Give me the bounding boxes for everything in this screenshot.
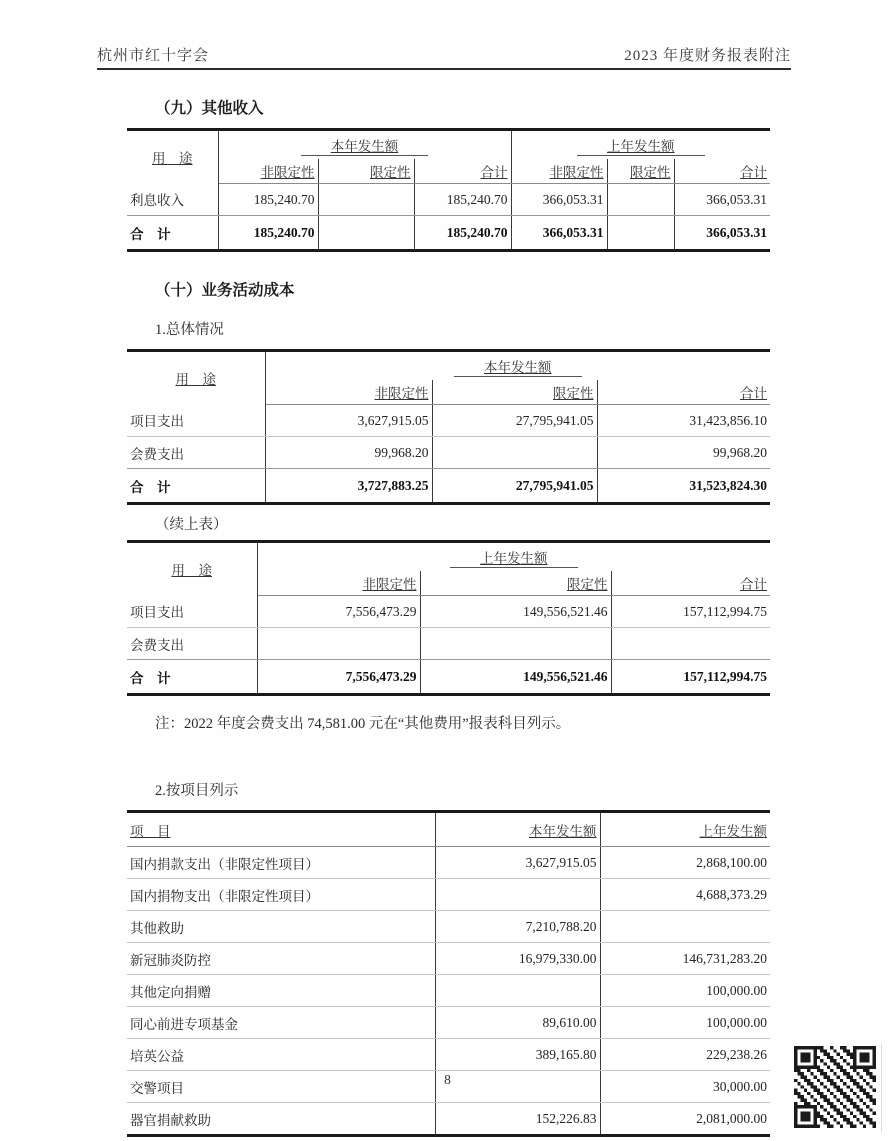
col-header-total: 合计 bbox=[674, 159, 770, 184]
row-label: 器官捐献救助 bbox=[130, 1112, 211, 1128]
cell-value: 185,240.70 bbox=[218, 216, 318, 251]
cell-value: 99,968.20 bbox=[597, 437, 770, 469]
cell-value: 389,165.80 bbox=[435, 1039, 600, 1071]
row-label: 合 计 bbox=[127, 660, 257, 695]
row-label: 国内捐款支出（非限定性项目） bbox=[127, 847, 435, 879]
table-row bbox=[127, 405, 770, 437]
total-row bbox=[127, 216, 770, 251]
cell-value: 30,000.00 bbox=[600, 1071, 770, 1103]
col-header-current-year: 本年发生额 bbox=[435, 812, 600, 847]
subsection-1-label: 1.总体情况 bbox=[155, 322, 224, 338]
section-9-heading: （九）其他收入 bbox=[155, 100, 264, 117]
footnote: 注：2022 年度会费支出 74,581.00 元在“其他费用”报表科目列示。 bbox=[155, 716, 571, 732]
col-header-use: 用 途 bbox=[127, 351, 265, 405]
running-header bbox=[97, 44, 791, 65]
cell-value bbox=[607, 216, 674, 251]
table-row bbox=[127, 943, 770, 975]
cell-value: 3,627,915.05 bbox=[435, 847, 600, 879]
qr-code bbox=[792, 1046, 878, 1128]
cell-value: 27,795,941.05 bbox=[432, 469, 597, 504]
page-number: 8 bbox=[444, 1072, 451, 1087]
other-income-table bbox=[127, 128, 770, 252]
activity-cost-current-table bbox=[127, 349, 770, 505]
table-row bbox=[127, 184, 770, 216]
row-label: 项目支出 bbox=[127, 596, 257, 628]
cell-value: 27,795,941.05 bbox=[432, 405, 597, 437]
doc-title: 2023 年度财务报表附注 bbox=[624, 48, 791, 64]
table-row bbox=[127, 1007, 770, 1039]
cell-value bbox=[435, 879, 600, 911]
cell-value: 3,627,915.05 bbox=[265, 405, 432, 437]
cell-value: 152,226.83 bbox=[435, 1103, 600, 1136]
total-row bbox=[127, 660, 770, 695]
cell-value: 100,000.00 bbox=[600, 975, 770, 1007]
cell-value bbox=[318, 216, 414, 251]
table-row bbox=[127, 975, 770, 1007]
col-header-restricted: 限定性 bbox=[420, 571, 611, 596]
table-row bbox=[127, 911, 770, 943]
cell-value bbox=[611, 628, 770, 660]
cell-value: 157,112,994.75 bbox=[683, 668, 768, 684]
col-header-prior-year: 上年发生额 bbox=[600, 812, 770, 847]
col-header-nonrestricted: 非限定性 bbox=[218, 159, 318, 184]
total-row bbox=[127, 469, 770, 504]
row-label: 国内捐物支出（非限定性项目） bbox=[127, 879, 435, 911]
cell-value: 2,868,100.00 bbox=[600, 847, 770, 879]
col-header-total: 合计 bbox=[414, 159, 511, 184]
table-row bbox=[127, 1103, 770, 1136]
row-label: 会费支出 bbox=[127, 437, 265, 469]
row-label: 其他定向捐赠 bbox=[127, 975, 435, 1007]
col-header-item: 项 目 bbox=[127, 812, 435, 847]
cell-value: 2,081,000.00 bbox=[696, 1110, 767, 1126]
col-header-total: 合计 bbox=[597, 380, 770, 405]
cell-value: 366,053.31 bbox=[511, 184, 607, 216]
cell-value bbox=[600, 911, 770, 943]
row-label: 合 计 bbox=[127, 216, 218, 251]
col-header-nonrestricted: 非限定性 bbox=[257, 571, 420, 596]
table-row bbox=[127, 437, 770, 469]
cell-value: 185,240.70 bbox=[218, 184, 318, 216]
table-row bbox=[127, 847, 770, 879]
col-header-restricted: 限定性 bbox=[432, 380, 597, 405]
subsection-2-label: 2.按项目列示 bbox=[155, 783, 239, 799]
page-content bbox=[127, 90, 770, 1137]
row-label: 会费支出 bbox=[127, 628, 257, 660]
cell-value bbox=[607, 184, 674, 216]
col-header-nonrestricted: 非限定性 bbox=[265, 380, 432, 405]
row-label: 培英公益 bbox=[127, 1039, 435, 1071]
cell-value: 7,210,788.20 bbox=[435, 911, 600, 943]
row-label: 其他救助 bbox=[127, 911, 435, 943]
cell-value bbox=[318, 184, 414, 216]
group-header-prior-year: 上年发生额 bbox=[511, 130, 770, 160]
col-header-nonrestricted: 非限定性 bbox=[511, 159, 607, 184]
cell-value bbox=[435, 975, 600, 1007]
cell-value: 149,556,521.46 bbox=[420, 660, 611, 695]
group-header-current-year: 本年发生额 bbox=[265, 351, 770, 381]
col-header-total: 合计 bbox=[611, 571, 770, 596]
row-label: 同心前进专项基金 bbox=[127, 1007, 435, 1039]
col-header-restricted: 限定性 bbox=[607, 159, 674, 184]
cell-value: 146,731,283.20 bbox=[600, 943, 770, 975]
cell-value: 3,727,883.25 bbox=[265, 469, 432, 504]
row-label: 新冠肺炎防控 bbox=[127, 943, 435, 975]
cell-value: 7,556,473.29 bbox=[257, 596, 420, 628]
cell-value: 229,238.26 bbox=[600, 1039, 770, 1071]
cell-value: 7,556,473.29 bbox=[257, 660, 420, 695]
row-label: 项目支出 bbox=[127, 405, 265, 437]
col-header-use: 用 途 bbox=[127, 130, 218, 184]
cell-value: 185,240.70 bbox=[414, 184, 511, 216]
col-header-use: 用 途 bbox=[127, 542, 257, 596]
col-header-restricted: 限定性 bbox=[318, 159, 414, 184]
cell-value bbox=[432, 437, 597, 469]
row-label: 利息收入 bbox=[127, 184, 218, 216]
cell-value: 4,688,373.29 bbox=[600, 879, 770, 911]
cell-value: 89,610.00 bbox=[435, 1007, 600, 1039]
org-name: 杭州市红十字会 bbox=[97, 48, 210, 64]
cell-value: 366,053.31 bbox=[511, 216, 607, 251]
cell-value: 99,968.20 bbox=[265, 437, 432, 469]
table-row bbox=[127, 596, 770, 628]
cell-value: 185,240.70 bbox=[414, 216, 511, 251]
cell-value: 157,112,994.75 bbox=[611, 596, 770, 628]
table-row bbox=[127, 628, 770, 660]
cell-value: 366,053.31 bbox=[674, 184, 770, 216]
section-10-heading: （十）业务活动成本 bbox=[155, 282, 295, 299]
cell-value: 16,979,330.00 bbox=[435, 943, 600, 975]
cell-value: 31,423,856.10 bbox=[597, 405, 770, 437]
group-header-current-year: 本年发生额 bbox=[218, 130, 511, 160]
table-row bbox=[127, 879, 770, 911]
activity-cost-prior-table bbox=[127, 540, 770, 696]
group-header-prior-year: 上年发生额 bbox=[257, 542, 770, 572]
cell-value: 366,053.31 bbox=[706, 224, 768, 240]
cell-value bbox=[420, 628, 611, 660]
cell-value: 100,000.00 bbox=[600, 1007, 770, 1039]
table-row bbox=[127, 1039, 770, 1071]
table-continued-label: （续上表） bbox=[155, 517, 228, 533]
cell-value bbox=[257, 628, 420, 660]
cell-value: 149,556,521.46 bbox=[420, 596, 611, 628]
header-rule bbox=[97, 68, 791, 70]
scan-edge-artifact bbox=[881, 1044, 882, 1132]
row-label: 交警项目 bbox=[127, 1071, 435, 1103]
cell-value: 31,523,824.30 bbox=[689, 477, 768, 493]
row-label: 合 计 bbox=[127, 469, 265, 504]
